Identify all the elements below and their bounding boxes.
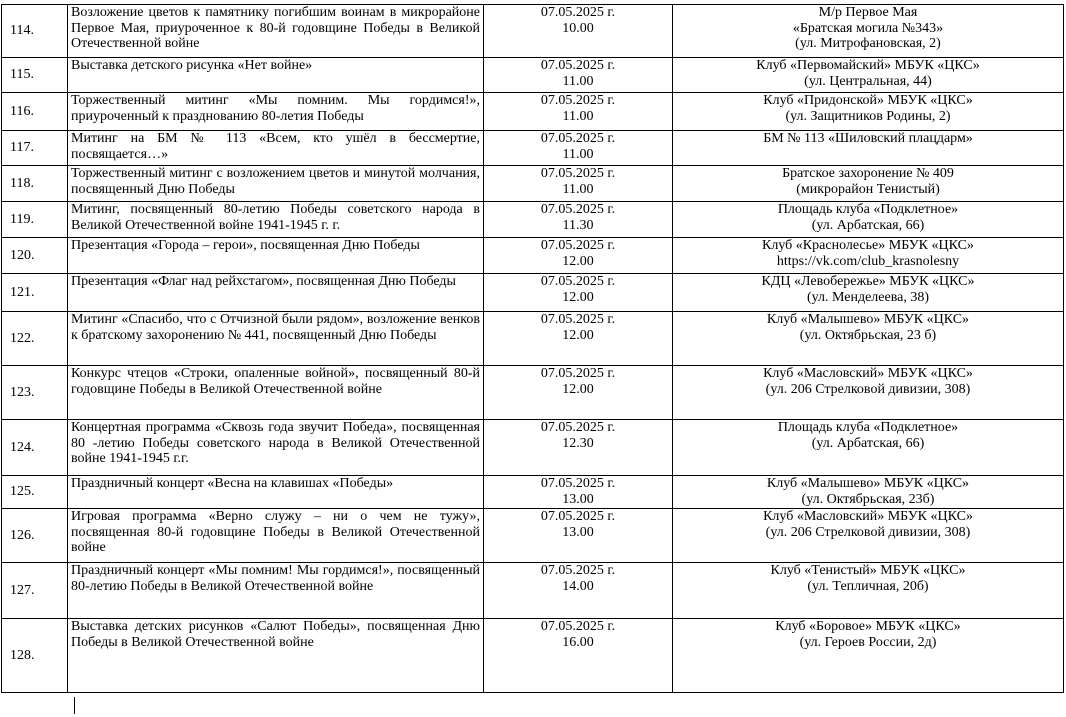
event-date: 07.05.2025 г.: [540, 202, 616, 217]
event-title: Праздничный концерт «Весна на клавишах «Победы»: [68, 476, 484, 509]
event-title: Торжественный митинг «Мы помним. Мы гордимся!», приуроченный к празднованию 80-летия Победы: [68, 93, 484, 131]
table-row: [2, 509, 1064, 563]
event-datetime: [484, 312, 673, 366]
row-number: 121.: [2, 274, 68, 312]
event-place-line: Братское захоронение № 409: [782, 166, 954, 181]
event-title: Игровая программа «Верно служу – ни о чем не тужу», посвященная 80-й годовщине Победы в Великой Отечественной войне: [68, 509, 484, 563]
event-datetime: [484, 509, 673, 563]
event-place-line: (ул. Арбатская, 66): [811, 217, 925, 233]
row-number: 116.: [2, 93, 68, 131]
event-place-line: «Братская могила №343»: [792, 20, 944, 36]
event-time: 10.00: [562, 20, 594, 36]
table-row: [2, 476, 1064, 509]
event-place-line: https://vk.com/club_krasnolesny: [776, 253, 960, 269]
event-place-line: Клуб «Масловский» МБУК «ЦКС»: [763, 366, 973, 381]
event-place-line: Площадь клуба «Подклетное»: [777, 202, 959, 217]
event-time: 12.00: [562, 253, 594, 269]
event-title: Выставка детских рисунков «Салют Победы», посвященная Дню Победы в Великой Отечественной войне: [68, 619, 484, 693]
row-number: 114.: [2, 5, 68, 58]
event-place: [673, 420, 1064, 476]
event-place-line: Клуб «Малышево» МБУК «ЦКС»: [766, 312, 970, 327]
event-place: [673, 509, 1064, 563]
row-number: 118.: [2, 166, 68, 202]
table-row: [2, 58, 1064, 93]
event-place-line: Площадь клуба «Подклетное»: [777, 420, 959, 435]
event-time: 12.00: [562, 289, 594, 305]
table-row: [2, 274, 1064, 312]
event-place: [673, 131, 1064, 166]
events-table-body: [2, 5, 1064, 693]
event-date: 07.05.2025 г.: [540, 312, 616, 327]
events-table: [1, 4, 1064, 693]
event-place: [673, 312, 1064, 366]
event-date: 07.05.2025 г.: [540, 58, 616, 73]
event-place-line: (микрорайон Тенистый): [796, 181, 940, 197]
event-time: 12.30: [562, 435, 594, 451]
event-place-line: (ул. Октябрьская, 23 б): [799, 327, 937, 343]
event-title: Презентация «Флаг над рейхстагом», посвященная Дню Победы: [68, 274, 484, 312]
event-time: 11.00: [562, 146, 594, 162]
table-row: [2, 312, 1064, 366]
event-place-line: Клуб «Масловский» МБУК «ЦКС»: [763, 509, 973, 524]
table-row: [2, 619, 1064, 693]
event-datetime: [484, 563, 673, 619]
event-datetime: [484, 58, 673, 93]
row-number: 122.: [2, 312, 68, 366]
event-title: Митинг на БМ № 113 «Всем, кто ушёл в бессмертие, посвящается…»: [68, 131, 484, 166]
event-place-line: М/р Первое Мая: [818, 5, 918, 20]
event-datetime: [484, 274, 673, 312]
event-place: [673, 58, 1064, 93]
event-datetime: [484, 476, 673, 509]
event-place-line: (ул. Героев России, 2д): [799, 634, 937, 650]
event-title: Возложение цветов к памятнику погибшим воинам в микрорайоне Первое Мая, приуроченное к 80-й годовщине Победы в Великой Отечественной войне: [68, 5, 484, 58]
event-datetime: [484, 131, 673, 166]
table-row: [2, 563, 1064, 619]
event-time: 16.00: [562, 634, 594, 650]
event-place: [673, 238, 1064, 274]
event-datetime: [484, 366, 673, 420]
event-place-line: Клуб «Первомайский» МБУК «ЦКС»: [756, 58, 980, 73]
event-place-line: (ул. Защитников Родины, 2): [785, 108, 951, 124]
event-title: Торжественный митинг с возложением цветов и минутой молчания, посвященный Дню Победы: [68, 166, 484, 202]
event-place-line: (ул. 206 Стрелковой дивизии, 308): [765, 524, 971, 540]
event-title: Митинг, посвященный 80-летию Победы советского народа в Великой Отечественной войне 1941-1945 г. г.: [68, 202, 484, 238]
event-place-line: (ул. 206 Стрелковой дивизии, 308): [765, 381, 971, 397]
event-datetime: [484, 202, 673, 238]
event-place-line: (ул. Менделеева, 38): [806, 289, 930, 305]
event-title: Конкурс чтецов «Строки, опаленные войной», посвященный 80-й годовщине Победы в Великой Отечественной войне: [68, 366, 484, 420]
row-number: 127.: [2, 563, 68, 619]
table-row: [2, 238, 1064, 274]
row-number: 123.: [2, 366, 68, 420]
row-number: 120.: [2, 238, 68, 274]
table-row: [2, 420, 1064, 476]
row-number: 124.: [2, 420, 68, 476]
table-row: [2, 93, 1064, 131]
event-title: Выставка детского рисунка «Нет войне»: [68, 58, 484, 93]
text-cursor: [74, 697, 75, 714]
event-date: 07.05.2025 г.: [540, 166, 616, 181]
event-datetime: [484, 166, 673, 202]
event-date: 07.05.2025 г.: [540, 131, 616, 146]
table-row: [2, 202, 1064, 238]
row-number: 126.: [2, 509, 68, 563]
event-place-line: Клуб «Малышево» МБУК «ЦКС»: [766, 476, 970, 491]
event-title: Презентация «Города – герои», посвященная Дню Победы: [68, 238, 484, 274]
event-date: 07.05.2025 г.: [540, 420, 616, 435]
event-date: 07.05.2025 г.: [540, 476, 616, 491]
event-place-line: (ул. Октябрьская, 23б): [801, 491, 935, 507]
event-datetime: [484, 5, 673, 58]
row-number: 125.: [2, 476, 68, 509]
table-row: [2, 5, 1064, 58]
row-number: 119.: [2, 202, 68, 238]
event-place-line: БМ № 113 «Шиловский плацдарм»: [763, 131, 973, 146]
event-place: [673, 619, 1064, 693]
event-place: [673, 5, 1064, 58]
table-row: [2, 131, 1064, 166]
event-date: 07.05.2025 г.: [540, 274, 616, 289]
event-place-line: (ул. Арбатская, 66): [811, 435, 925, 451]
event-time: 13.00: [562, 491, 594, 507]
event-place: [673, 476, 1064, 509]
event-time: 12.00: [562, 327, 594, 343]
event-time: 11.30: [562, 217, 594, 233]
event-place-line: (ул. Тепличная, 20б): [807, 578, 929, 594]
event-time: 11.00: [562, 181, 594, 197]
event-time: 11.00: [562, 73, 594, 89]
event-place-line: (ул. Митрофановская, 2): [795, 36, 941, 51]
event-date: 07.05.2025 г.: [540, 5, 616, 20]
event-place-line: Клуб «Придонской» МБУК «ЦКС»: [763, 93, 973, 108]
event-time: 11.00: [562, 108, 594, 124]
event-place-line: Клуб «Краснолесье» МБУК «ЦКС»: [762, 238, 974, 253]
event-date: 07.05.2025 г.: [540, 563, 616, 578]
event-time: 14.00: [562, 578, 594, 594]
event-title: Концертная программа «Сквозь года звучит Победа», посвященная 80 -летию Победы советского народа в Великой Отечественной войне 1941-1945 г.г.: [68, 420, 484, 476]
event-datetime: [484, 420, 673, 476]
row-number: 128.: [2, 619, 68, 693]
event-place: [673, 166, 1064, 202]
event-place-line: Клуб «Тенистый» МБУК «ЦКС»: [770, 563, 966, 578]
event-place: [673, 563, 1064, 619]
row-number: 115.: [2, 58, 68, 93]
event-title: Праздничный концерт «Мы помним! Мы гордимся!», посвященный 80-летию Победы в Великой Отечественной войне: [68, 563, 484, 619]
event-date: 07.05.2025 г.: [540, 366, 616, 381]
event-place-line: (ул. Центральная, 44): [804, 73, 932, 89]
event-place-line: КДЦ «Левобережье» МБУК «ЦКС»: [761, 274, 975, 289]
event-place: [673, 202, 1064, 238]
event-place: [673, 366, 1064, 420]
event-datetime: [484, 619, 673, 693]
event-place-line: Клуб «Боровое» МБУК «ЦКС»: [775, 619, 961, 634]
event-place: [673, 93, 1064, 131]
event-datetime: [484, 93, 673, 131]
table-row: [2, 166, 1064, 202]
row-number: 117.: [2, 131, 68, 166]
event-date: 07.05.2025 г.: [540, 509, 616, 524]
event-date: 07.05.2025 г.: [540, 238, 616, 253]
event-datetime: [484, 238, 673, 274]
event-time: 13.00: [562, 524, 594, 540]
table-row: [2, 366, 1064, 420]
event-date: 07.05.2025 г.: [540, 93, 616, 108]
event-time: 12.00: [562, 381, 594, 397]
event-date: 07.05.2025 г.: [540, 619, 616, 634]
event-place: [673, 274, 1064, 312]
event-title: Митинг «Спасибо, что с Отчизной были рядом», возложение венков к братскому захоронению № 441, посвященный Дню Победы: [68, 312, 484, 366]
